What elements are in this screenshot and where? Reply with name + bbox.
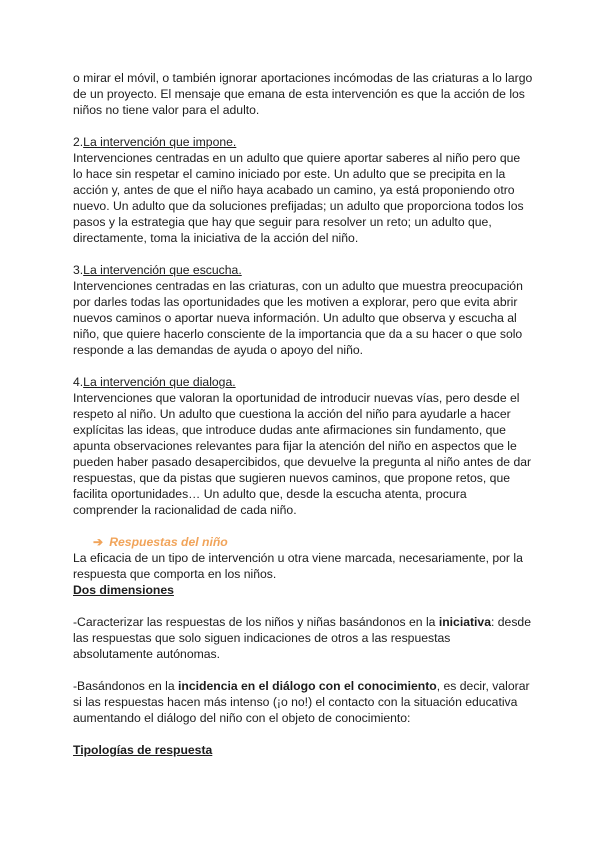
section-4-number: 4. (73, 375, 84, 389)
dimension-item-2-keyword: incidencia en el diálogo con el conocimiento (178, 679, 437, 693)
section-2-title: La intervención que impone. (83, 135, 237, 149)
respuestas-heading (73, 534, 533, 550)
section-4-title: La intervención que dialoga. (83, 375, 236, 389)
section-2-number: 2. (73, 135, 84, 149)
dimension-item-2-text: -Basándonos en la (73, 679, 179, 693)
intro-paragraph: o mirar el móvil, o también ignorar aportaciones incómodas de las criaturas a lo largo de un proyecto. El mensaje que emana de esta intervención es que la acción de los niños no tiene valor para el adulto. (73, 71, 533, 117)
dimension-item-2 (73, 678, 533, 726)
section-2-heading (73, 134, 533, 150)
tipologias-title: Tipologías de respuesta (73, 743, 213, 757)
section-3-body: Intervenciones centradas en las criaturas, con un adulto que muestra preocupación por darles todas las oportunidades que les motiven a explorar, pero que evita abrir nuevos caminos o aportar nueva información. Un adulto que observa y escucha al niño, que quiere hacerlo consciente de la importancia que da a su hacer o que solo responde a las demandas de ayuda o apoyo del niño. (73, 279, 523, 357)
respuestas-body: La eficacia de un tipo de intervención u otra viene marcada, necesariamente, por la respuesta que comporta en los niños. (73, 551, 523, 581)
respuestas-heading-text: Respuestas del niño (109, 535, 228, 549)
section-2-body: Intervenciones centradas en un adulto que quiere aportar saberes al niño pero que lo hace sin respetar el camino iniciado por este. Un adulto que se precipita en la acción y, antes de que el niño haya acabado un camino, ya está proponiendo otro nuevo. Un adulto que da soluciones prefijadas; un adulto que proporciona todos los pasos y la estrategia que hay que seguir para resolver un reto; un adulto que, directamente, toma la iniciativa de la acción del niño. (73, 151, 524, 245)
arrow-right-icon: ➔ (93, 535, 104, 549)
section-3-number: 3. (73, 263, 84, 277)
dimensiones-title: Dos dimensiones (73, 583, 174, 597)
dimension-item-1-rest: : desde las respuestas que solo siguen indicaciones de otros a las respuestas absolutamente autónomas. (73, 615, 531, 661)
document-page (73, 70, 533, 758)
dimension-item-1-keyword: iniciativa (438, 615, 491, 629)
dimension-item-2-rest: , es decir, valorar si las respuestas hacen más intenso (¡o no!) el contacto con la situación educativa aumentando el diálogo del niño con el objeto de conocimiento: (73, 679, 530, 725)
dimension-item-1 (73, 614, 533, 662)
section-3-title: La intervención que escucha. (83, 263, 242, 277)
section-3-heading (73, 262, 533, 278)
section-4-body: Intervenciones que valoran la oportunidad de introducir nuevas vías, pero desde el respeto al niño. Un adulto que cuestiona la acción del niño para ayudarle a hacer explícitas las ideas, que introduce dudas ante afirmaciones sin fundamento, que apunta observaciones relevantes para fijar la atención del niño en aspectos que le pueden haber pasado desapercibidos, que devuelve la pregunta al niño antes de dar respuestas, que da pistas que sugieren nuevos caminos, que propone retos, que facilita oportunidades… Un adulto que, desde la escucha atenta, procura comprender la racionalidad de cada niño. (73, 391, 532, 517)
section-4-heading (73, 374, 533, 390)
dimension-item-1-text: -Caracterizar las respuestas de los niños y niñas basándonos en la (73, 615, 439, 629)
